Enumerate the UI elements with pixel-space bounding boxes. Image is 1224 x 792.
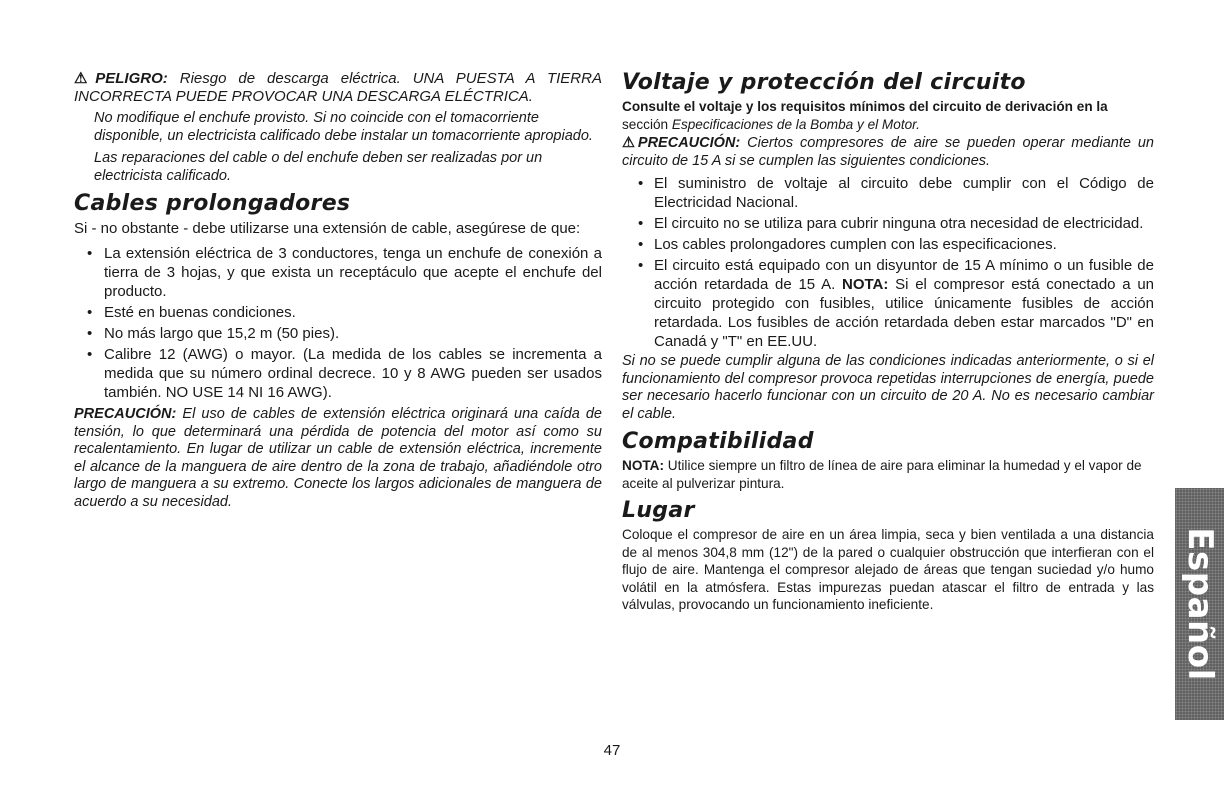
danger-sub-1: No modifique el enchufe provisto. Si no coincide con el tomacorriente disponible, un electricista calificado debe instalar un tomacorriente apropiado.	[94, 110, 593, 144]
danger-sub-2: Las reparaciones del cable o del enchufe deben ser realizadas por un electricista calificado.	[94, 150, 543, 184]
voltage-intro-ref: Especificaciones de la Bomba y el Motor.	[671, 116, 920, 132]
language-tab	[1175, 488, 1224, 720]
extension-bullets	[74, 244, 602, 402]
section-heading-extension: Cables prolongadores	[74, 191, 351, 216]
left-column	[74, 70, 602, 511]
compat-nota: NOTA:	[622, 458, 665, 473]
compat-body: Utilice siempre un filtro de línea de aire para eliminar la humedad y el vapor de aceite al pulverizar pintura.	[622, 458, 1142, 491]
voltage-closing: Si no se puede cumplir alguna de las condiciones indicadas anteriormente, o si el funcionamiento del compresor provoca repetidas interrupciones de energía, puede ser necesario hacerlo funcionar con un circuito de 20 A. No es necesario cambiar el cable.	[622, 353, 1154, 422]
section-heading-place: Lugar	[622, 498, 695, 523]
list-item: • El circuito no se utiliza para cubrir ninguna otra necesidad de electricidad.	[622, 214, 1154, 233]
bullet4-text-a: El circuito está equipado con un disyuntor de 15 A mínimo o un fusible de acción retardada de 15 A.	[654, 257, 1154, 293]
bullet4-nota: NOTA:	[841, 276, 889, 293]
language-tab-label: Español	[1179, 527, 1220, 681]
voltage-intro	[622, 98, 1154, 133]
danger-label: PELIGRO:	[95, 70, 168, 87]
compat-text	[622, 457, 1154, 492]
place-text: Coloque el compresor de aire en un área limpia, seca y bien ventilada a una distancia de al menos 304,8 mm (12") de la pared o cualquier obstrucción que interfieran con el flujo de aire. Mantenga el compresor alejado de áreas que tengan suciedad y/o humo volátil en la atmósfera. Estas impurezas puedan atascar el filtro de entrada y las válvulas, provocando un funcionamiento ineficiente.	[622, 527, 1154, 612]
list-item: • Los cables prolongadores cumplen con las especificaciones.	[622, 235, 1154, 254]
right-column	[622, 70, 1154, 614]
warning-triangle-icon: ⚠	[622, 135, 638, 151]
section-heading-voltage: Voltaje y protección del circuito	[622, 70, 1026, 95]
list-item: • Esté en buenas condiciones.	[74, 303, 602, 322]
list-item: • El suministro de voltaje al circuito debe cumplir con el Código de Electricidad Nacional.	[622, 174, 1154, 212]
voltage-intro-rest: sección	[622, 116, 672, 132]
danger-text: Riesgo de descarga eléctrica. UNA PUESTA A TIERRA INCORRECTA PUEDE PROVOCAR UNA DESCARGA ELÉCTRICA.	[74, 70, 602, 105]
list-item: • Calibre 12 (AWG) o mayor. (La medida de los cables se incrementa a medida que su número ordinal decrece. 10 y 8 AWG pueden ser usados también. NO USE 14 NI 16 AWG).	[74, 345, 602, 402]
caution-text: El uso de cables de extensión eléctrica originará una caída de tensión, lo que determinará una pérdida de potencia del motor así como su recalentamiento. En lugar de utilizar un cable de extensión eléctrica, incremente el alcance de la manguera de aire dentro de la zona de trabajo, añadiéndole otro largo de manguera a su extremo. Conecte los largos adicionales de manguera de acuerdo a su necesidad.	[74, 406, 602, 510]
voltage-caution	[622, 135, 1154, 170]
page-number: 47	[603, 742, 621, 759]
extension-intro: Si - no obstante - debe utilizarse una extensión de cable, asegúrese de que:	[74, 220, 581, 237]
section-heading-compat: Compatibilidad	[622, 429, 814, 454]
list-item: • La extensión eléctrica de 3 conductores, tenga un enchufe de conexión a tierra de 3 hojas, y que exista un receptáculo que acepte el enchufe del producto.	[74, 244, 602, 301]
list-item: • No más largo que 15,2 m (50 pies).	[74, 324, 602, 343]
warning-triangle-icon: ⚠	[74, 70, 96, 87]
list-item	[622, 256, 1154, 351]
danger-warning	[74, 70, 602, 105]
bullet4-text-b: Si el compresor está conectado a un circuito protegido con fusibles, utilice únicamente fusibles de acción retardada. Los fusibles de acción retardada deben estar marcados "D" en Canadá y "T" en EE.UU.	[654, 276, 1155, 350]
extension-caution	[74, 406, 602, 511]
voltage-intro-bold: Consulte el voltaje y los requisitos mínimos del circuito de derivación en la	[622, 99, 1108, 114]
voltage-bullets	[622, 174, 1154, 351]
voltage-caution-text: Ciertos compresores de aire se pueden operar mediante un circuito de 15 A si se cumplen las siguientes condiciones.	[622, 135, 1154, 169]
caution-label: PRECAUCIÓN:	[74, 406, 177, 422]
voltage-caution-label: PRECAUCIÓN:	[637, 135, 741, 151]
